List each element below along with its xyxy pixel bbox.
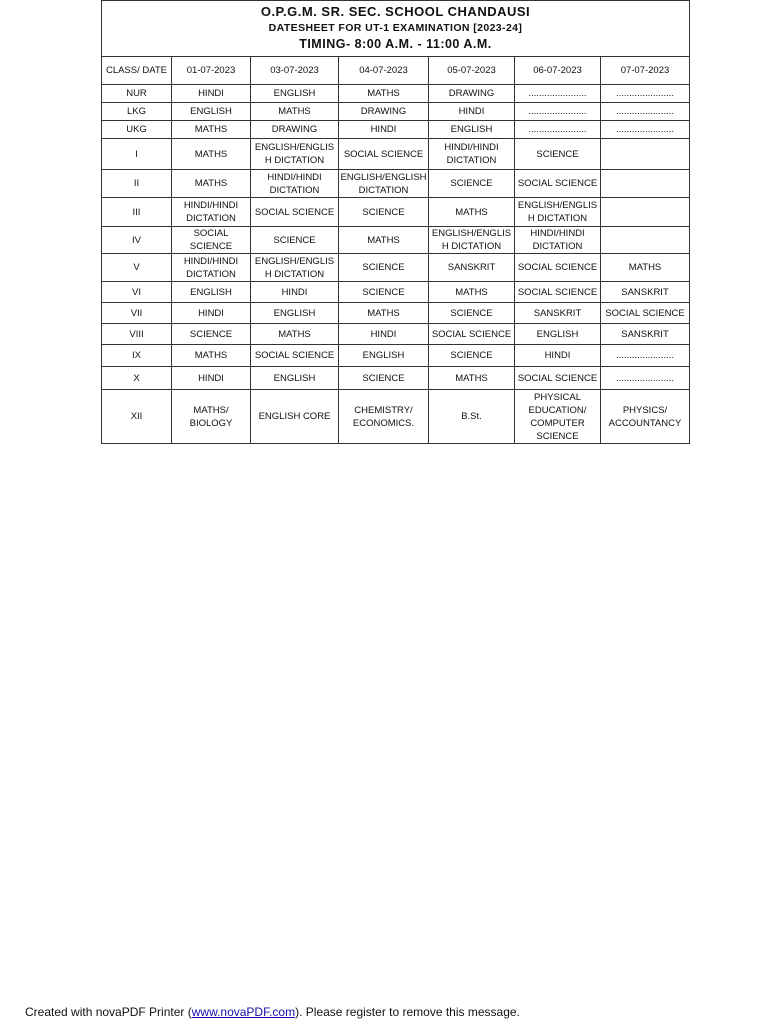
date-header: 05-07-2023	[429, 57, 515, 85]
subject-cell: MATHS	[172, 345, 251, 367]
date-header: 07-07-2023	[601, 57, 690, 85]
subject-cell: SCIENCE	[172, 324, 251, 345]
class-label: IV	[102, 227, 172, 254]
subject-cell: MATHS	[339, 227, 429, 254]
subject-cell: SOCIAL SCIENCE	[515, 282, 601, 303]
date-header: 03-07-2023	[251, 57, 339, 85]
table-row	[102, 367, 690, 390]
subject-cell: SCIENCE	[429, 170, 515, 198]
table-row	[102, 390, 690, 444]
date-header: 04-07-2023	[339, 57, 429, 85]
subject-cell: ENGLISH	[339, 345, 429, 367]
subject-cell: SCIENCE	[251, 227, 339, 254]
subject-cell: SOCIAL SCIENCE	[515, 254, 601, 282]
table-row	[102, 282, 690, 303]
datesheet-table	[101, 0, 690, 444]
subject-cell: SOCIAL SCIENCE	[172, 227, 251, 254]
class-label: IX	[102, 345, 172, 367]
title-block	[102, 1, 690, 57]
subject-cell: SANSKRIT	[601, 324, 690, 345]
subject-cell: MATHS	[172, 121, 251, 139]
table-row	[102, 103, 690, 121]
subject-cell: DRAWING	[339, 103, 429, 121]
subject-cell: MATHS	[339, 85, 429, 103]
subject-cell: HINDI	[172, 303, 251, 324]
subject-cell: ENGLISH/ENGLISH DICTATION	[340, 171, 427, 196]
subject-cell: CHEMISTRY/ ECONOMICS.	[339, 390, 429, 444]
subject-cell: HINDI/HINDI DICTATION	[429, 139, 515, 170]
class-label: I	[102, 139, 172, 170]
subject-cell: ......................	[601, 345, 690, 367]
table-row	[102, 85, 690, 103]
table-row	[102, 324, 690, 345]
subject-cell: MATHS	[429, 282, 515, 303]
subject-cell: HINDI	[339, 324, 429, 345]
subject-cell: HINDI	[172, 85, 251, 103]
subject-cell	[601, 139, 690, 170]
class-label: III	[102, 198, 172, 227]
class-date-header: CLASS/ DATE	[102, 57, 172, 85]
table-row	[102, 139, 690, 170]
subject-cell: HINDI	[172, 367, 251, 390]
subject-cell	[601, 170, 690, 198]
subject-cell: ......................	[601, 103, 690, 121]
subject-cell: ......................	[515, 103, 601, 121]
subject-cell: MATHS	[429, 198, 515, 227]
subject-cell: MATHS	[172, 170, 251, 198]
subject-cell: MATHS	[601, 254, 690, 282]
subject-cell: ENGLISH	[515, 324, 601, 345]
class-label: II	[102, 170, 172, 198]
subject-cell	[601, 227, 690, 254]
exam-timing: TIMING- 8:00 A.M. - 11:00 A.M.	[299, 37, 492, 51]
subject-cell: ......................	[601, 367, 690, 390]
exam-subtitle: DATESHEET FOR UT-1 EXAMINATION [2023-24]	[268, 22, 523, 34]
table-row	[102, 121, 690, 139]
subject-cell: SCIENCE	[429, 345, 515, 367]
class-label: XII	[102, 390, 172, 444]
class-label: VIII	[102, 324, 172, 345]
subject-cell: PHYSICS/ ACCOUNTANCY	[601, 390, 690, 444]
table-row	[102, 303, 690, 324]
subject-cell: HINDI	[515, 345, 601, 367]
subject-cell: SOCIAL SCIENCE	[251, 198, 339, 227]
subject-cell: ENGLISH/ENGLISH DICTATION	[429, 227, 515, 254]
subject-cell: SANSKRIT	[601, 282, 690, 303]
table-body	[102, 85, 690, 444]
subject-cell: HINDI	[251, 282, 339, 303]
class-label: VI	[102, 282, 172, 303]
subject-cell: HINDI/HINDI DICTATION	[172, 254, 251, 282]
table-row	[102, 170, 690, 198]
subject-cell: ENGLISH	[172, 282, 251, 303]
subject-cell: SANSKRIT	[515, 303, 601, 324]
subject-cell: DRAWING	[429, 85, 515, 103]
subject-cell: ENGLISH	[251, 367, 339, 390]
class-label: X	[102, 367, 172, 390]
school-name: O.P.G.M. SR. SEC. SCHOOL CHANDAUSI	[260, 4, 531, 19]
subject-cell: HINDI/HINDI DICTATION	[515, 227, 601, 254]
date-header: 06-07-2023	[515, 57, 601, 85]
subject-cell: ENGLISH CORE	[251, 390, 339, 444]
subject-cell: MATHS	[251, 103, 339, 121]
subject-cell: ......................	[515, 121, 601, 139]
subject-cell: SCIENCE	[429, 303, 515, 324]
subject-cell: ENGLISH	[251, 303, 339, 324]
subject-cell: ENGLISH/ENGLISH DICTATION	[515, 198, 601, 227]
table-row	[102, 254, 690, 282]
subject-cell: ENGLISH	[172, 103, 251, 121]
subject-cell: ......................	[601, 121, 690, 139]
subject-cell: SOCIAL SCIENCE	[339, 139, 429, 170]
subject-cell: SCIENCE	[339, 282, 429, 303]
class-label: UKG	[102, 121, 172, 139]
subject-cell: MATHS	[251, 324, 339, 345]
subject-cell: MATHS	[339, 303, 429, 324]
subject-cell: PHYSICAL EDUCATION/ COMPUTER SCIENCE	[515, 390, 601, 444]
table-row	[102, 227, 690, 254]
table-row	[102, 198, 690, 227]
subject-cell: ENGLISH/ENGLISH DICTATION	[251, 139, 339, 170]
subject-cell: MATHS	[172, 139, 251, 170]
table-row	[102, 345, 690, 367]
subject-cell: SCIENCE	[339, 367, 429, 390]
subject-cell: SANSKRIT	[429, 254, 515, 282]
subject-cell: DRAWING	[251, 121, 339, 139]
subject-cell: MATHS	[429, 367, 515, 390]
subject-cell: ENGLISH	[429, 121, 515, 139]
subject-cell: B.St.	[429, 390, 515, 444]
class-label: VII	[102, 303, 172, 324]
class-label: NUR	[102, 85, 172, 103]
subject-cell: SOCIAL SCIENCE	[251, 345, 339, 367]
subject-cell: ENGLISH/ENGLISH DICTATION	[251, 254, 339, 282]
subject-cell: SOCIAL SCIENCE	[515, 170, 601, 198]
subject-cell: SCIENCE	[515, 139, 601, 170]
class-label: LKG	[102, 103, 172, 121]
novapdf-link[interactable]: www.novaPDF.com	[191, 1005, 296, 1019]
subject-cell: ......................	[601, 85, 690, 103]
subject-cell: SOCIAL SCIENCE	[429, 324, 515, 345]
subject-cell: SCIENCE	[339, 254, 429, 282]
footer-suffix: ). Please register to remove this message.	[295, 1005, 520, 1019]
subject-cell	[601, 198, 690, 227]
class-label: V	[102, 254, 172, 282]
date-header: 01-07-2023	[172, 57, 251, 85]
subject-cell: SOCIAL SCIENCE	[515, 367, 601, 390]
subject-cell: SCIENCE	[339, 198, 429, 227]
title-row	[102, 1, 690, 57]
footer-prefix: Created with novaPDF Printer (	[25, 1005, 192, 1019]
subject-cell: MATHS/ BIOLOGY	[172, 390, 251, 444]
subject-cell: HINDI	[429, 103, 515, 121]
header-row	[102, 57, 690, 85]
footer-notice	[25, 1005, 520, 1019]
subject-cell: HINDI/HINDI DICTATION	[251, 170, 339, 198]
subject-cell: ENGLISH	[251, 85, 339, 103]
subject-cell: HINDI/HINDI DICTATION	[172, 198, 251, 227]
subject-cell: HINDI	[339, 121, 429, 139]
subject-cell: SOCIAL SCIENCE	[601, 303, 690, 324]
subject-cell: ......................	[515, 85, 601, 103]
